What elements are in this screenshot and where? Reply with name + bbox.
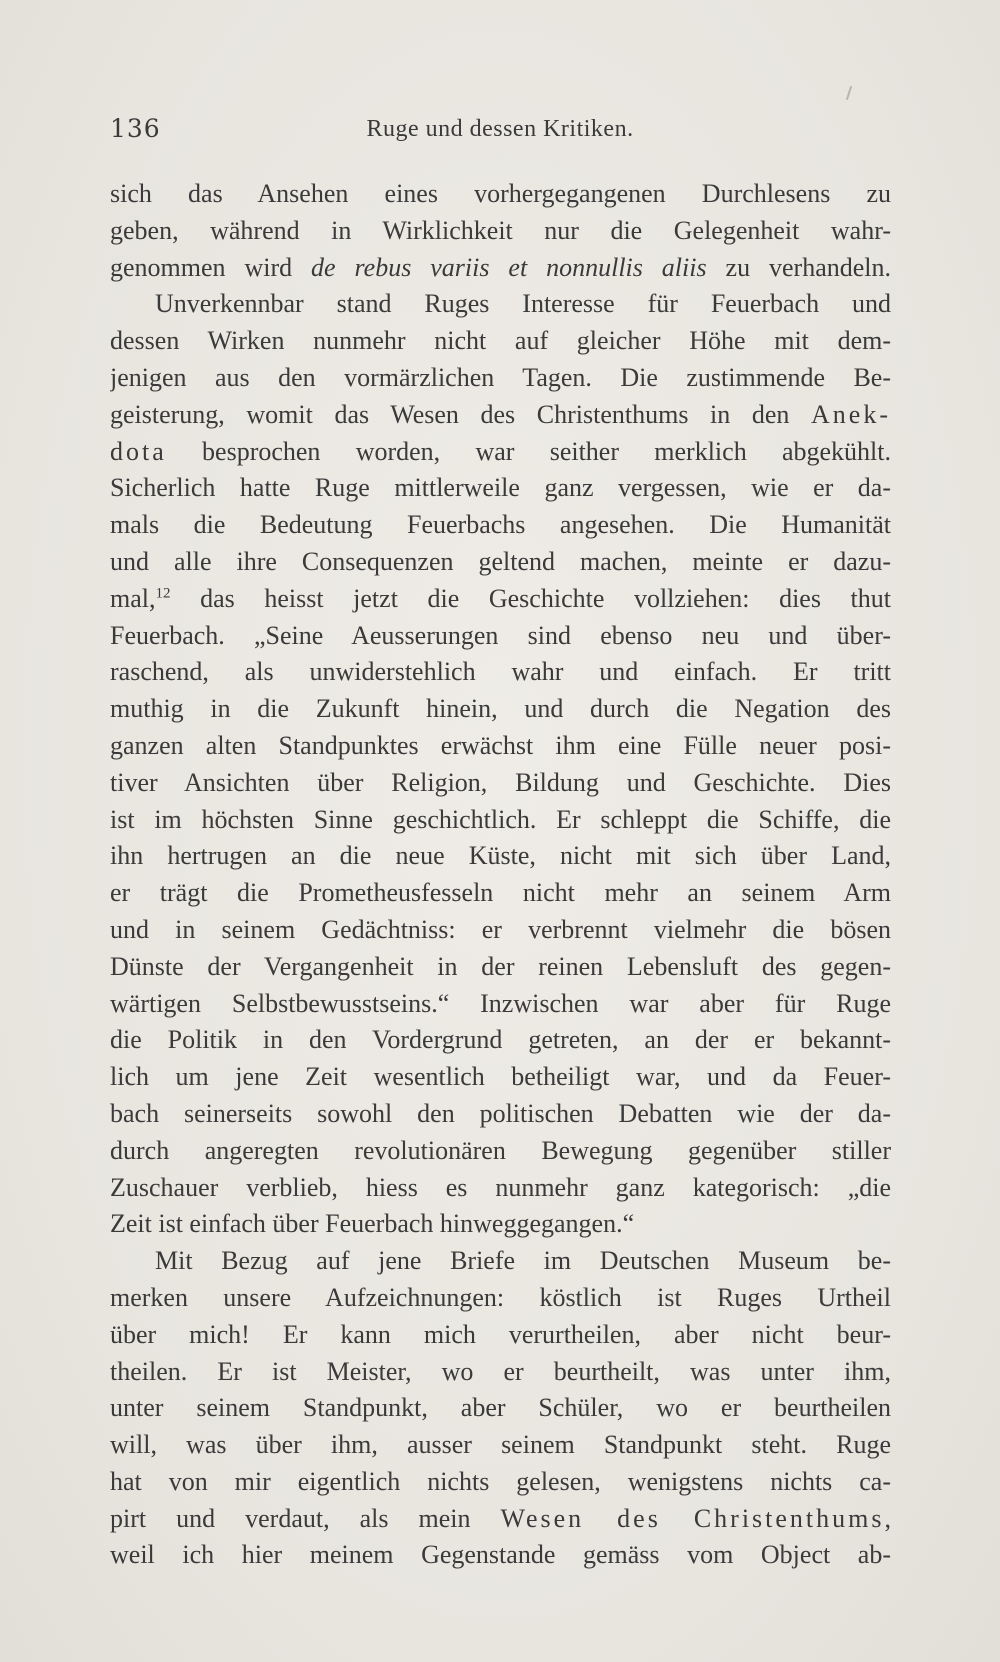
text-line: Feuerbach. „Seine Aeusserungen sind ebenso neu und über- — [110, 620, 891, 650]
text-line: tiver Ansichten über Religion, Bildung und Geschichte. Dies — [110, 767, 891, 797]
text-line: sich das Ansehen eines vorhergegangenen Durchlesens zu — [110, 179, 891, 208]
text-fragment: besprochen worden, war seither merklich abgekühlt. — [166, 436, 891, 466]
text-line: lich um jene Zeit wesentlich betheiligt war, und da Feuer- — [110, 1062, 891, 1092]
text-line: mals die Bedeutung Feuerbachs angesehen. Die Humanität — [110, 510, 891, 540]
text-line: über mich! Er kann mich verurtheilen, aber nicht beur- — [110, 1319, 891, 1349]
text-fragment: , — [884, 1503, 891, 1533]
body-text — [110, 176, 891, 1574]
text-line — [110, 397, 891, 434]
text-line: geben, während in Wirklichkeit nur die Gelegenheit wahr- — [110, 215, 891, 245]
text-line: bach seinerseits sowohl den politischen Debatten wie der da- — [110, 1098, 891, 1128]
text-line: ist im höchsten Sinne geschichtlich. Er schleppt die Schiffe, die — [110, 804, 891, 834]
text-line: wärtigen Selbstbewusstseins.“ Inzwischen war aber für Ruge — [110, 988, 891, 1018]
paragraph-start-line: Mit Bezug auf jene Briefe im Deutschen Museum be- — [155, 1246, 891, 1276]
text-line: und alle ihre Consequenzen geltend machen, meinte er dazu- — [110, 546, 891, 576]
paragraph-start-line: Unverkennbar stand Ruges Interesse für Feuerbach und — [155, 289, 891, 319]
text-line: Zuschauer verblieb, hiess es nunmehr ganz kategorisch: „die — [110, 1172, 891, 1202]
latin-phrase: de rebus variis et nonnullis aliis — [311, 252, 707, 282]
running-title: Ruge und dessen Kritiken. — [366, 116, 634, 142]
text-line: ihn hertrugen an die neue Küste, nicht mit sich über Land, — [110, 841, 891, 871]
text-line: weil ich hier meinem Gegenstande gemäss vom Object ab- — [110, 1540, 891, 1570]
text-line: raschend, als unwiderstehlich wahr und einfach. Er tritt — [110, 657, 891, 687]
spaced-title: Anek- — [811, 399, 891, 429]
text-line: unter seinem Standpunkt, aber Schüler, wo er beurtheilen — [110, 1393, 891, 1423]
text-line: und in seinem Gedächtniss: er verbrennt vielmehr die bösen — [110, 914, 891, 944]
text-fragment: pirt und verdaut, als mein — [110, 1503, 501, 1533]
paragraph-end-line: Zeit ist einfach über Feuerbach hinweggegangen.“ — [110, 1209, 635, 1239]
text-line: theilen. Er ist Meister, wo er beurtheilt, was unter ihm, — [110, 1356, 891, 1386]
text-line: er trägt die Prometheusfesseln nicht mehr an seinem Arm — [110, 878, 891, 908]
text-fragment: das heisst jetzt die Geschichte vollziehen: dies thut — [170, 583, 891, 613]
text-line — [110, 581, 891, 618]
text-line: durch angeregten revolutionären Bewegung gegenüber stiller — [110, 1135, 891, 1165]
text-fragment: geisterung, womit das Wesen des Christenthums in den — [110, 399, 812, 429]
text-line — [110, 1501, 891, 1538]
text-fragment: mal, — [110, 583, 156, 613]
spaced-title: dota — [110, 436, 167, 466]
text-line: Dünste der Vergangenheit in der reinen Lebensluft des gegen- — [110, 951, 891, 981]
text-line: jenigen aus den vormärzlichen Tagen. Die zustimmende Be- — [110, 362, 891, 392]
text-line — [110, 434, 891, 471]
text-line: ganzen alten Standpunktes erwächst ihm eine Fülle neuer posi- — [110, 730, 891, 760]
footnote-ref: 12 — [155, 585, 171, 602]
text-line: muthig in die Zukunft hinein, und durch die Negation des — [110, 694, 891, 724]
text-line: die Politik in den Vordergrund getreten, an der er bekannt- — [110, 1025, 891, 1055]
text-line: will, was über ihm, ausser seinem Standpunkt steht. Ruge — [110, 1430, 891, 1460]
page-number: 136 — [110, 114, 161, 143]
page-header — [110, 114, 890, 154]
text-line: hat von mir eigentlich nichts gelesen, wenigstens nichts ca- — [110, 1466, 891, 1496]
text-fragment: genommen wird — [110, 252, 312, 282]
text-fragment: zu verhandeln. — [706, 252, 891, 282]
text-line: merken unsere Aufzeichnungen: köstlich ist Ruges Urtheil — [110, 1282, 891, 1312]
stray-pencil-mark — [846, 86, 852, 100]
text-line: Sicherlich hatte Ruge mittlerweile ganz vergessen, wie er da- — [110, 473, 891, 503]
text-line: dessen Wirken nunmehr nicht auf gleicher Höhe mit dem- — [110, 326, 891, 356]
text-line — [110, 250, 891, 287]
spaced-title: Wesen des Christenthums — [500, 1503, 885, 1533]
